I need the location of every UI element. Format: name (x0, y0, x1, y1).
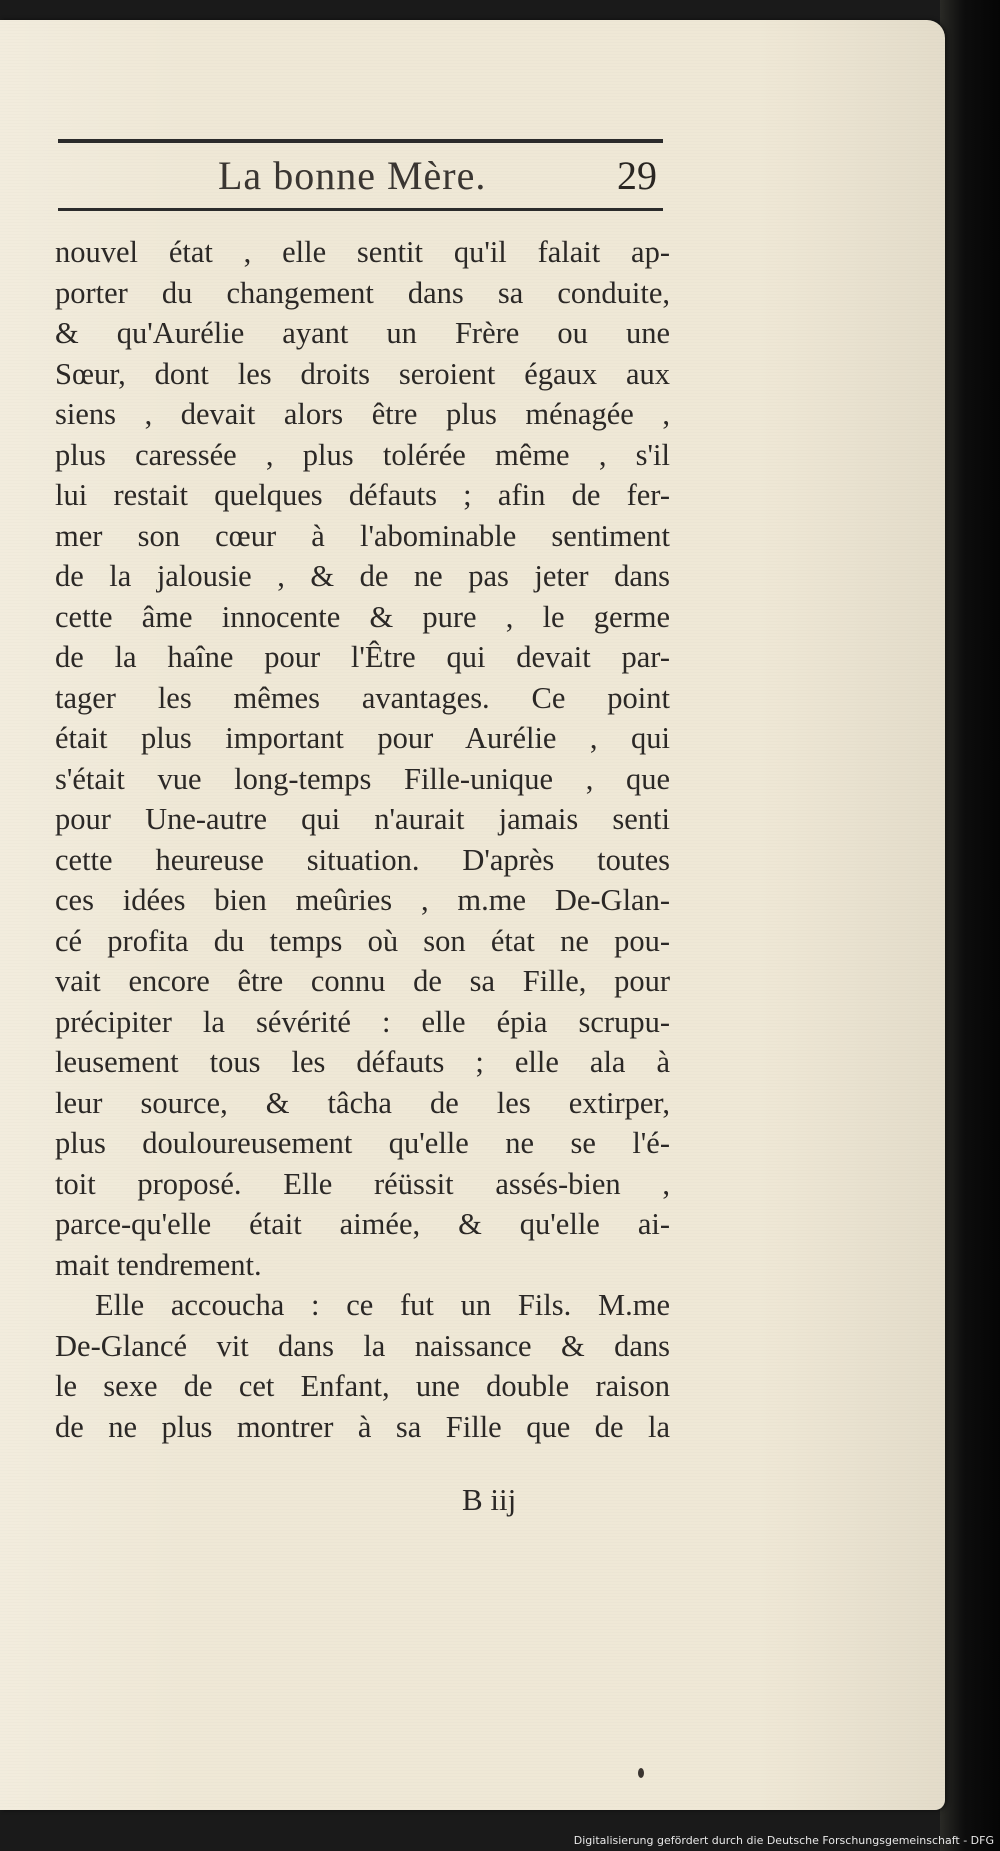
text-line: mer son cœur à l'abominable sentiment (55, 518, 670, 553)
text-line: leur source, & tâcha de les extirper, (55, 1085, 670, 1120)
text-line: lui restait quelques défauts ; afin de fer- (55, 478, 670, 512)
page-edge-shadow (940, 0, 1000, 1851)
text-line: le sexe de cet Enfant, une double raison (55, 1369, 670, 1403)
ink-spot (638, 1768, 644, 1778)
text-line: ces idées bien meûries , m.me De-Glan- (55, 883, 670, 917)
text-line: Sœur, dont les droits seroient égaux aux (55, 356, 670, 391)
text-line: de la haîne pour l'Être qui devait par- (55, 640, 670, 674)
text-line: toit proposé. Elle réüssit assés-bien , (55, 1166, 670, 1201)
header-rule-top (58, 139, 663, 143)
text-line: porter du changement dans sa conduite, (55, 275, 670, 310)
signature-mark: B iij (462, 1482, 517, 1517)
text-line: & qu'Aurélie ayant un Frère ou une (55, 316, 670, 350)
text-line: tager les mêmes avantages. Ce point (55, 680, 670, 715)
text-line: s'était vue long-temps Fille-unique , que (55, 761, 670, 796)
running-head (58, 148, 663, 206)
text-line: plus caressée , plus tolérée même , s'il (55, 437, 670, 472)
body-text (55, 232, 670, 1447)
page-number: 29 (617, 153, 657, 198)
text-line: de ne plus montrer à sa Fille que de la (55, 1409, 670, 1444)
text-line: pour Une-autre qui n'aurait jamais senti (55, 802, 670, 836)
text-line: De-Glancé vit dans la naissance & dans (55, 1328, 670, 1363)
header-rule-bottom (58, 208, 663, 211)
text-line: était plus important pour Aurélie , qui (55, 721, 670, 755)
digitization-credit: Digitalisierung gefördert durch die Deutsche Forschungsgemeinschaft - DFG (573, 1834, 994, 1847)
text-line: cé profita du temps où son état ne pou- (55, 923, 670, 958)
text-line: de la jalousie , & de ne pas jeter dans (55, 559, 670, 593)
text-line: siens , devait alors être plus ménagée , (55, 397, 670, 431)
text-line: nouvel état , elle sentit qu'il falait ap- (55, 235, 670, 269)
text-line-paragraph-start: Elle accoucha : ce fut un Fils. M.me (95, 1288, 670, 1322)
text-line-paragraph-end: mait tendrement. (55, 1247, 262, 1282)
running-title: La bonne Mère. (218, 153, 487, 198)
text-line: cette heureuse situation. D'après toutes (55, 842, 670, 877)
text-line: leusement tous les défauts ; elle ala à (55, 1045, 670, 1079)
text-line: vait encore être connu de sa Fille, pour (55, 964, 670, 998)
text-line: cette âme innocente & pure , le germe (55, 599, 670, 634)
text-line: plus douloureusement qu'elle ne se l'é- (55, 1126, 670, 1160)
text-line: précipiter la sévérité : elle épia scrupu- (55, 1004, 670, 1039)
text-line: parce-qu'elle était aimée, & qu'elle ai- (55, 1207, 670, 1241)
